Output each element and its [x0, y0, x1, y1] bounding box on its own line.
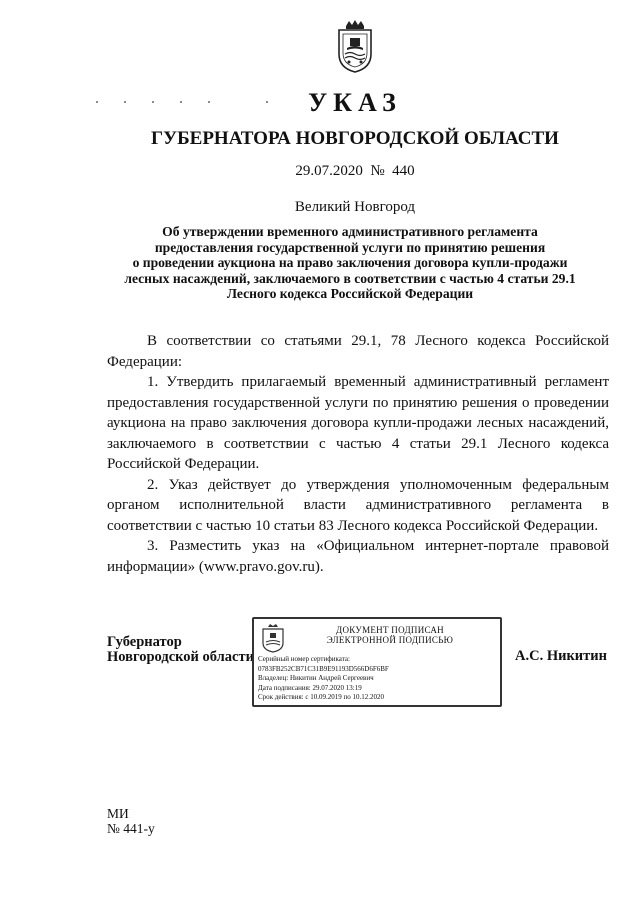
stamp-cert-label: Серийный номер сертификата: — [258, 655, 350, 663]
heading-line: Лесного кодекса Российской Федерации — [226, 286, 474, 301]
heading-line: лесных насаждений, заключаемого в соответствии с частью 4 статьи 29.1 — [124, 270, 576, 286]
decree-number: 440 — [392, 163, 415, 179]
city-name: Великий Новгород — [294, 199, 416, 215]
stamp-title — [290, 625, 490, 645]
signatory-position — [107, 635, 254, 665]
electronic-signature-stamp — [252, 617, 502, 707]
decree-body — [107, 331, 609, 577]
issuer-title: ГУБЕРНАТОРА НОВГОРОДСКОЙ ОБЛАСТИ — [151, 128, 559, 149]
position-line-1: Губернатор — [107, 634, 182, 650]
footer-initials: МИ — [107, 806, 129, 821]
decree-heading — [100, 224, 600, 302]
heading-line: предоставления государственной услуги по принятию решения — [154, 239, 546, 255]
footer-reference — [107, 806, 155, 836]
stamp-title-line-1: ДОКУМЕНТ ПОДПИСАН — [336, 625, 444, 635]
stamp-validity: Срок действия: с 10.09.2019 по 10.12.2020 — [258, 693, 384, 701]
coat-of-arms-emblem — [333, 20, 377, 74]
intro-paragraph: В соответствии со статьями 29.1, 78 Лесного кодекса Российской Федерации: — [107, 333, 609, 370]
stamp-owner: Владелец: Никитин Андрей Сергеевич — [258, 674, 374, 682]
stamp-title-line-2: ЭЛЕКТРОННОЙ ПОДПИСЬЮ — [326, 635, 454, 645]
stamp-details — [258, 655, 389, 703]
date-number-line — [0, 163, 640, 180]
footer-ref-number: № 441-у — [107, 821, 155, 836]
heading-line: Об утверждении временного административного регламента — [162, 224, 538, 239]
decree-title: УКАЗ — [308, 88, 402, 117]
item-2-paragraph: 2. Указ действует до утверждения уполномоченным федеральным органом исполнительной власти административного регламента в соответствии с частью 10 статьи 83 Лесного кодекса Российской Федерации. — [107, 476, 609, 534]
position-line-2: Новгородской области — [107, 649, 254, 665]
number-sign: № — [370, 163, 385, 179]
stamp-emblem-icon — [260, 623, 286, 653]
item-3-paragraph: 3. Разместить указ на «Официальном интернет-портале правовой информации» (www.pravo.gov.ru). — [107, 538, 609, 575]
signatory-name: А.С. Никитин — [515, 648, 607, 664]
stamp-signed-date: Дата подписания: 29.07.2020 13:19 — [258, 683, 362, 692]
item-1-paragraph: 1. Утвердить прилагаемый временный административный регламент предоставления государственной услуги по принятию решения о проведении аукциона на право заключения договора купли-продажи лесных насаждений, заключаемого в соответствии с частью 4 статьи 29.1 Лесного кодекса Российской Федерации. — [107, 374, 609, 472]
heading-line: о проведении аукциона на право заключения договора купли-продажи — [132, 255, 568, 270]
stamp-cert-value: 0783FB252CB71C31B9E91193D566D6F6BF — [258, 664, 389, 673]
decree-date: 29.07.2020 — [295, 163, 363, 179]
